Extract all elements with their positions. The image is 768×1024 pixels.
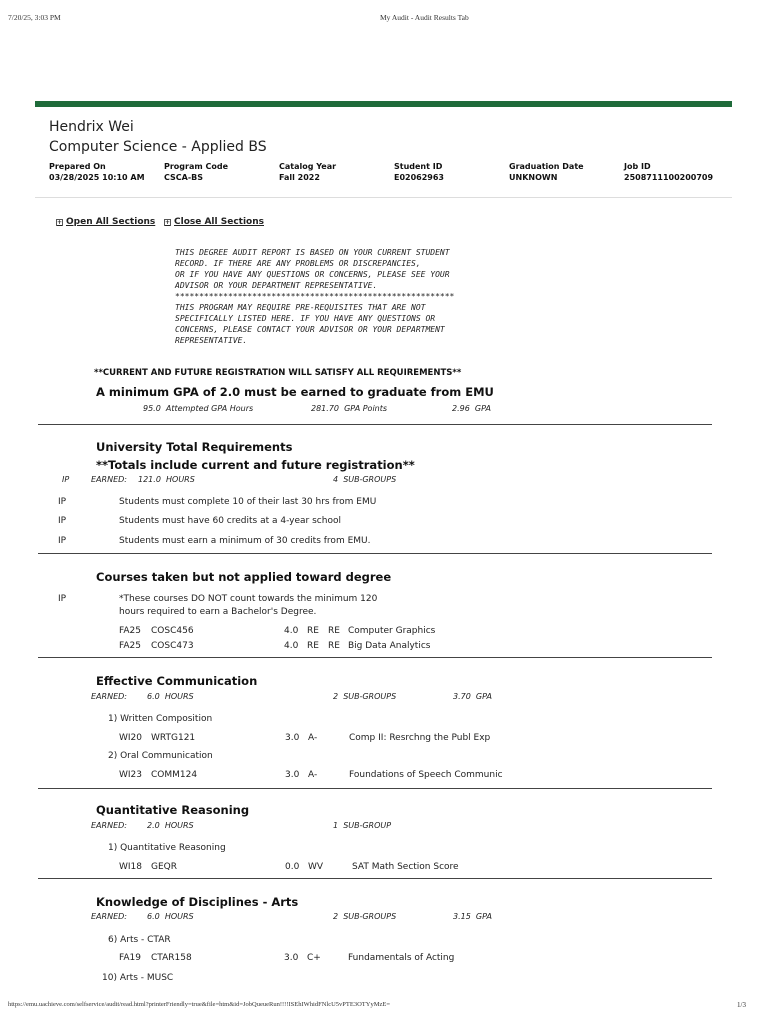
university-hours-label: HOURS (166, 475, 195, 484)
university-requirements-title: University Total Requirements (96, 440, 293, 454)
student-name: Hendrix Wei (49, 119, 134, 135)
open-all-sections-link[interactable] (56, 217, 155, 227)
arts-hours-value: 6.0 (147, 912, 160, 921)
catalog-year-label: Catalog Year (279, 162, 337, 171)
print-tab-title: My Audit - Audit Results Tab (380, 13, 469, 22)
subgroup-label: 1) Quantitative Reasoning (108, 843, 226, 853)
gpa-points (311, 404, 387, 413)
header-divider (35, 197, 732, 198)
student-id-value: E02062963 (394, 173, 444, 182)
prepared-on-value: 03/28/2025 10:10 AM (49, 173, 145, 182)
course-code: GEQR (151, 862, 177, 872)
subgroup-label: 6) Arts - CTAR (108, 935, 171, 945)
program-code-label: Program Code (164, 162, 229, 171)
graduation-date-value: UNKNOWN (509, 173, 558, 182)
arts-gpa-value: 3.15 (453, 912, 471, 921)
ec-hours-label: HOURS (164, 692, 194, 701)
course-credits: 4.0 (284, 641, 299, 651)
course-term: WI20 (119, 733, 143, 743)
university-earned-label: EARNED: (91, 475, 127, 484)
not-applied-status: IP (58, 594, 67, 604)
arts-subgroups-count: 2 (333, 912, 339, 921)
requirement-status: IP (58, 497, 67, 507)
ec-gpa-value: 3.70 (453, 692, 471, 701)
ec-hours (147, 692, 194, 701)
expand-icon: + (57, 218, 63, 226)
section-divider (38, 553, 712, 554)
arts-subgroups (333, 912, 396, 921)
requirement-text: Students must earn a minimum of 30 credits from EMU. (119, 536, 371, 546)
qr-subgroups-count: 1 (333, 821, 339, 830)
course-grade: A- (308, 770, 318, 780)
program-code-value: CSCA-BS (164, 173, 204, 182)
requirement-text: Students must complete 10 of their last 30 hrs from EMU (119, 497, 377, 507)
gpa-label: GPA (474, 404, 492, 413)
attempted-hours (143, 404, 253, 413)
header-accent-bar (35, 101, 732, 107)
section-divider (38, 657, 712, 658)
course-term: WI23 (119, 770, 143, 780)
course-credits: 0.0 (285, 862, 300, 872)
program-title: Computer Science - Applied BS (49, 139, 267, 155)
course-credits: 3.0 (284, 953, 299, 963)
course-name: Computer Graphics (348, 626, 436, 636)
course-name: Big Data Analytics (348, 641, 431, 651)
gpa-requirement-title: A minimum GPA of 2.0 must be earned to graduate from EMU (96, 385, 494, 399)
section-divider (38, 878, 712, 879)
gpa-value: 2.96 (452, 404, 470, 413)
course-code: COSC473 (151, 641, 194, 651)
ec-hours-value: 6.0 (147, 692, 160, 701)
course-name: Fundamentals of Acting (348, 953, 455, 963)
ec-subgroups-count: 2 (333, 692, 339, 701)
print-page-number: 1/3 (737, 1001, 746, 1009)
course-flag: RE (328, 641, 340, 651)
gpa-points-label: GPA Points (344, 404, 388, 413)
job-id-value: 2508711100200709 (624, 173, 714, 182)
not-applied-note: *These courses DO NOT count towards the minimum 120 (119, 594, 378, 604)
catalog-year-value: Fall 2022 (279, 173, 320, 182)
gpa-value-block (452, 404, 491, 413)
university-subgroups-label: SUB-GROUPS (343, 475, 397, 484)
university-requirements-subtitle: **Totals include current and future registration** (96, 458, 415, 472)
course-grade: RE (307, 641, 319, 651)
qr-subgroups (333, 821, 391, 830)
print-datetime: 7/20/25, 3:03 PM (8, 13, 61, 22)
prepared-on-label: Prepared On (49, 162, 106, 171)
qr-hours-value: 2.0 (147, 821, 160, 830)
requirement-status: IP (58, 516, 67, 526)
close-all-sections-link[interactable] (164, 217, 264, 227)
ec-gpa (453, 692, 492, 701)
course-name: Foundations of Speech Communic (349, 770, 503, 780)
arts-gpa (453, 912, 492, 921)
arts-earned-label: EARNED: (91, 912, 127, 921)
attempted-hours-value: 95.0 (143, 404, 161, 413)
course-grade: A- (308, 733, 318, 743)
ec-subgroups-label: SUB-GROUPS (343, 692, 397, 701)
print-url: https://emu.uachieve.com/selfservice/audit/read.html?printerFriendly=true&file=htm&id=JobQueueRun!!!!ISEhIWhidFNlcU5vPTE3OTYyMzE= (8, 1001, 391, 1008)
course-name: SAT Math Section Score (352, 862, 459, 872)
university-status: IP (62, 475, 70, 484)
subgroup-label: 10) Arts - MUSC (102, 973, 174, 983)
close-all-label: Close All Sections (174, 217, 264, 227)
effective-communication-title: Effective Communication (96, 674, 258, 688)
audit-notice: THIS DEGREE AUDIT REPORT IS BASED ON YOUR CURRENT STUDENT RECORD. IF THERE ARE ANY PROBLEMS OR DISCREPANCIES, OR IF YOU HAVE ANY QUESTIONS OR CONCERNS, PLEASE SEE YOUR ADVISOR OR YOUR DEPARTMENT REPRESENTATIVE. ********************************************************** THIS PROGRAM MAY REQUIRE PRE-REQUISITES THAT ARE NOT SPECIFICALLY LISTED HERE. IF YOU HAVE ANY QUESTIONS OR CONCERNS, PLEASE CONTACT YOUR ADVISOR OR YOUR DEPARTMENT REPRESENTATIVE. (175, 248, 455, 345)
requirement-status: IP (58, 536, 67, 546)
qr-subgroups-label: SUB-GROUP (343, 821, 392, 830)
job-id-label: Job ID (624, 162, 651, 171)
not-applied-note-cont: hours required to earn a Bachelor's Degree. (119, 607, 317, 617)
not-applied-title: Courses taken but not applied toward degree (96, 570, 392, 584)
graduation-date-label: Graduation Date (509, 162, 584, 171)
student-id-label: Student ID (394, 162, 443, 171)
university-hours-value: 121.0 (138, 475, 161, 484)
course-code: WRTG121 (151, 733, 196, 743)
qr-hours-label: HOURS (164, 821, 194, 830)
qr-hours (147, 821, 194, 830)
course-term: FA25 (119, 641, 141, 651)
course-credits: 3.0 (285, 770, 300, 780)
arts-gpa-label: GPA (475, 912, 493, 921)
course-term: FA25 (119, 626, 141, 636)
collapse-icon: + (165, 218, 171, 226)
qr-earned-label: EARNED: (91, 821, 127, 830)
course-grade: C+ (307, 953, 321, 963)
attempted-hours-label: Attempted GPA Hours (165, 404, 254, 413)
ec-earned-label: EARNED: (91, 692, 127, 701)
subgroup-label: 1) Written Composition (108, 714, 213, 724)
course-credits: 4.0 (284, 626, 299, 636)
arts-subgroups-label: SUB-GROUPS (343, 912, 397, 921)
university-subgroups (333, 475, 396, 484)
subgroup-label: 2) Oral Communication (108, 751, 213, 761)
course-term: FA19 (119, 953, 141, 963)
section-divider (38, 424, 712, 425)
course-grade: RE (307, 626, 319, 636)
ec-subgroups (333, 692, 396, 701)
arts-title: Knowledge of Disciplines - Arts (96, 895, 299, 909)
arts-hours-label: HOURS (164, 912, 194, 921)
requirement-text: Students must have 60 credits at a 4-year school (119, 516, 341, 526)
arts-hours (147, 912, 194, 921)
section-divider (38, 788, 712, 789)
course-code: COMM124 (151, 770, 198, 780)
course-term: WI18 (119, 862, 143, 872)
course-flag: RE (328, 626, 340, 636)
quantitative-reasoning-title: Quantitative Reasoning (96, 803, 250, 817)
university-hours (138, 475, 195, 484)
gpa-points-value: 281.70 (311, 404, 339, 413)
ec-gpa-label: GPA (475, 692, 493, 701)
open-all-label: Open All Sections (66, 217, 156, 227)
course-credits: 3.0 (285, 733, 300, 743)
course-code: COSC456 (151, 626, 194, 636)
registration-banner: **CURRENT AND FUTURE REGISTRATION WILL SATISFY ALL REQUIREMENTS** (94, 368, 462, 378)
course-code: CTAR158 (151, 953, 192, 963)
course-grade: WV (308, 862, 324, 872)
course-name: Comp II: Resrchng the Publ Exp (349, 733, 491, 743)
university-subgroups-count: 4 (333, 475, 339, 484)
